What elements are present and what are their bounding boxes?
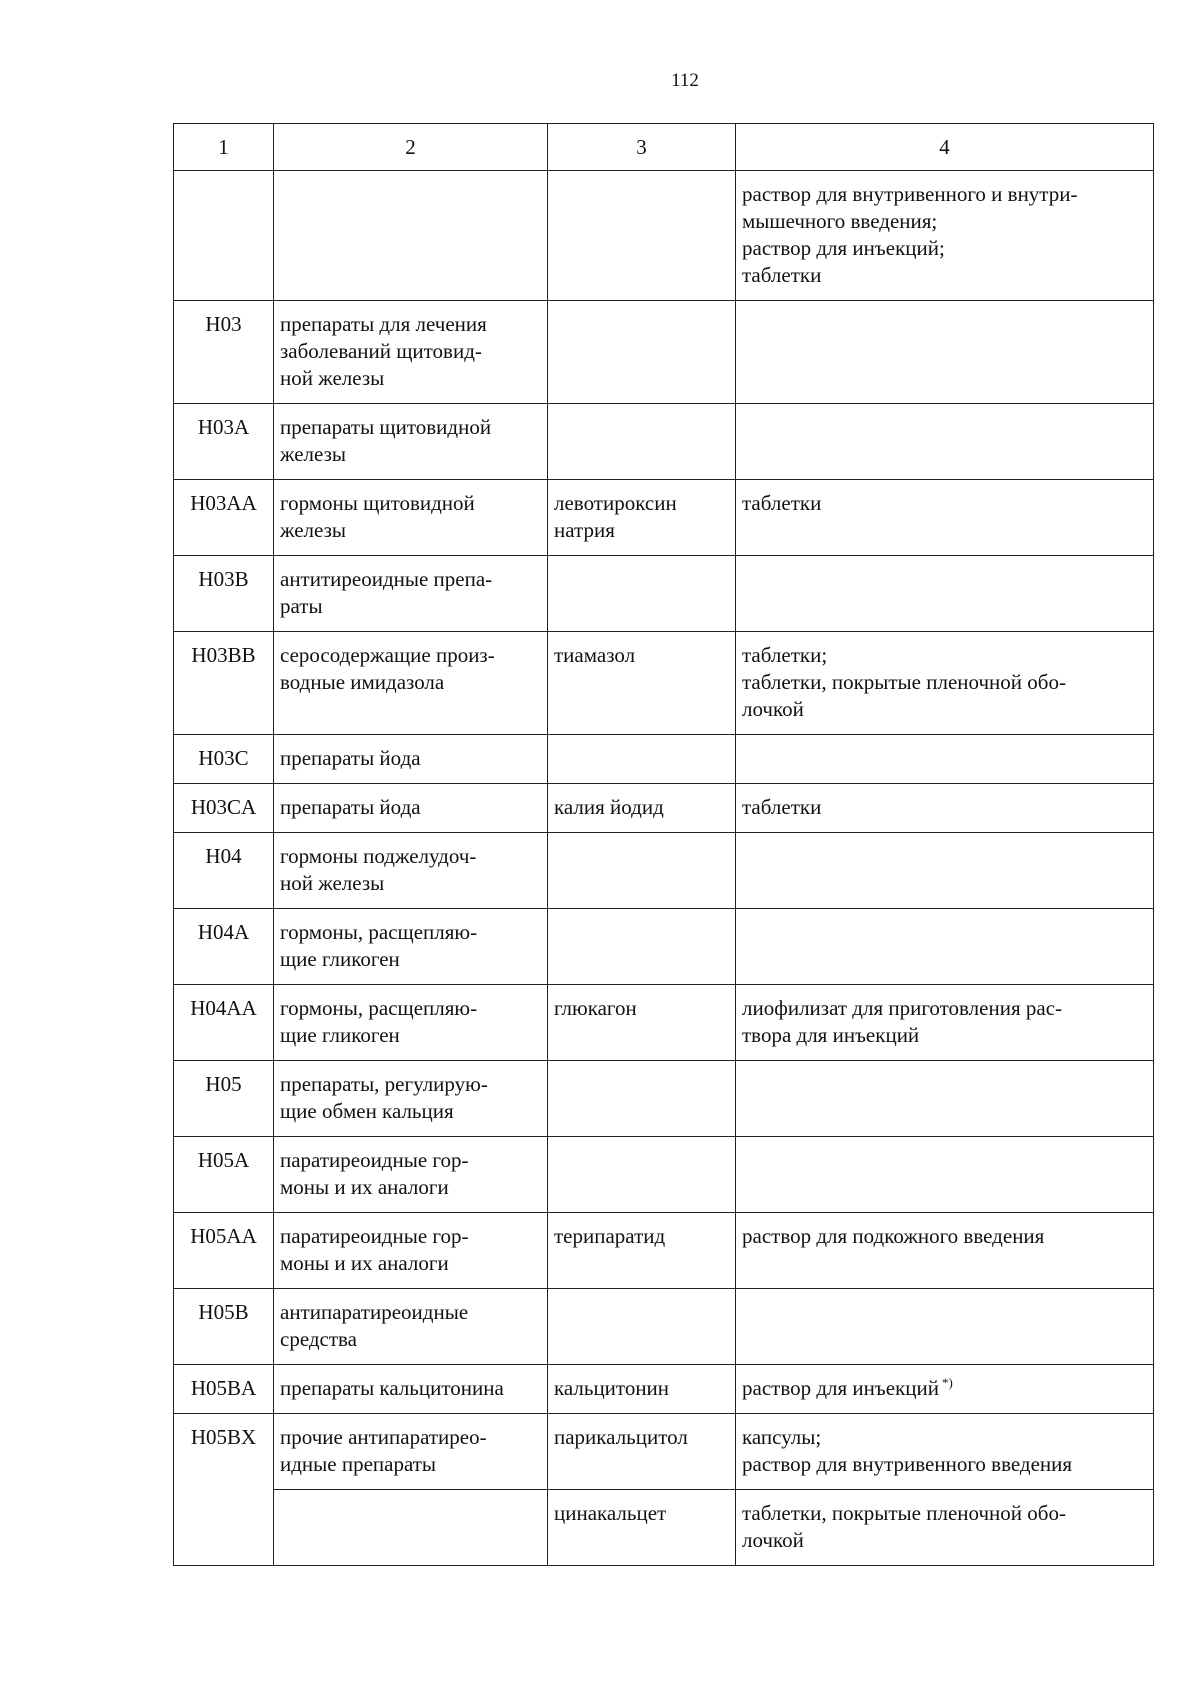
group-name-cell: препараты йода [274, 784, 548, 833]
drug-name-cell [548, 171, 736, 301]
dosage-form-cell: раствор для подкожного введения [736, 1213, 1154, 1289]
atc-code-cell: H03B [174, 556, 274, 632]
atc-code-cell: H03 [174, 301, 274, 404]
drug-name-cell: парикальцитол [548, 1414, 736, 1490]
drug-name-cell [548, 909, 736, 985]
table-row [174, 735, 1154, 784]
table-row [174, 1289, 1154, 1365]
drug-name-cell: левотироксин натрия [548, 480, 736, 556]
dosage-form-cell [736, 735, 1154, 784]
dosage-form-cell [736, 1137, 1154, 1213]
atc-code-cell: H03AA [174, 480, 274, 556]
header-cell-4: 4 [736, 124, 1154, 171]
page-number: 112 [671, 70, 699, 91]
group-name-cell: гормоны поджелудоч- ной железы [274, 833, 548, 909]
dosage-form-cell: таблетки [736, 784, 1154, 833]
group-name-cell: препараты щитовидной железы [274, 404, 548, 480]
dosage-form-cell [736, 833, 1154, 909]
table-row [174, 632, 1154, 735]
dosage-form-cell: таблетки [736, 480, 1154, 556]
dosage-form-cell [736, 1061, 1154, 1137]
group-name-cell: серосодержащие произ- водные имидазола [274, 632, 548, 735]
group-name-cell: препараты, регулирую- щие обмен кальция [274, 1061, 548, 1137]
drug-name-cell: глюкагон [548, 985, 736, 1061]
group-name-cell: препараты кальцитонина [274, 1365, 548, 1414]
atc-code-cell: H05B [174, 1289, 274, 1365]
dosage-form-cell: таблетки; таблетки, покрытые пленочной обо- лочкой [736, 632, 1154, 735]
drug-name-cell: цинакальцет [548, 1490, 736, 1566]
atc-code-cell [174, 171, 274, 301]
atc-code-cell: H03BB [174, 632, 274, 735]
atc-code-cell: H04AA [174, 985, 274, 1061]
group-name-cell: гормоны щитовидной железы [274, 480, 548, 556]
drug-name-cell: тиамазол [548, 632, 736, 735]
drug-name-cell [548, 833, 736, 909]
table-row [174, 1365, 1154, 1414]
dosage-form-cell: таблетки, покрытые пленочной обо- лочкой [736, 1490, 1154, 1566]
atc-code-cell: H05A [174, 1137, 274, 1213]
table-row [174, 784, 1154, 833]
header-cell-3: 3 [548, 124, 736, 171]
group-name-cell [274, 171, 548, 301]
table-row [174, 171, 1154, 301]
drug-name-cell: кальцитонин [548, 1365, 736, 1414]
drug-name-cell [548, 301, 736, 404]
atc-code-cell: H05BA [174, 1365, 274, 1414]
dosage-form-cell: лиофилизат для приготовления рас- твора для инъекций [736, 985, 1154, 1061]
group-name-cell: паратиреоидные гор- моны и их аналоги [274, 1213, 548, 1289]
group-name-cell [274, 1490, 548, 1566]
table-row [174, 556, 1154, 632]
atc-code-cell: H05AA [174, 1213, 274, 1289]
dosage-form-cell [736, 1289, 1154, 1365]
dosage-form-text: раствор для инъекций [742, 1376, 939, 1400]
group-name-cell: прочие антипаратирео- идные препараты [274, 1414, 548, 1490]
group-name-cell: гормоны, расщепляю- щие гликоген [274, 909, 548, 985]
drug-name-cell: калия йодид [548, 784, 736, 833]
drug-name-cell [548, 735, 736, 784]
group-name-cell: паратиреоидные гор- моны и их аналоги [274, 1137, 548, 1213]
group-name-cell: препараты йода [274, 735, 548, 784]
dosage-form-cell: раствор для внутривенного и внутри- мышечного введения; раствор для инъекций; таблетки [736, 171, 1154, 301]
header-cell-2: 2 [274, 124, 548, 171]
table-row [174, 1414, 1154, 1490]
dosage-form-cell [736, 404, 1154, 480]
dosage-form-cell [736, 301, 1154, 404]
drug-name-cell [548, 404, 736, 480]
table-row [174, 1061, 1154, 1137]
table-row [174, 404, 1154, 480]
table-header-row [174, 124, 1154, 171]
atc-code-cell: H04 [174, 833, 274, 909]
dosage-form-cell [736, 1365, 1154, 1414]
footnote-marker: *) [942, 1375, 953, 1390]
dosage-form-cell: капсулы; раствор для внутривенного введения [736, 1414, 1154, 1490]
group-name-cell: антитиреоидные препа- раты [274, 556, 548, 632]
table-row [174, 1213, 1154, 1289]
table-row [174, 1137, 1154, 1213]
drug-name-cell [548, 1137, 736, 1213]
atc-code-cell: H03A [174, 404, 274, 480]
drug-name-cell [548, 556, 736, 632]
table-row [174, 1490, 1154, 1566]
table-row [174, 301, 1154, 404]
atc-code-cell: H03CA [174, 784, 274, 833]
atc-code-cell: H05 [174, 1061, 274, 1137]
drug-classification-table [173, 123, 1154, 1566]
group-name-cell: гормоны, расщепляю- щие гликоген [274, 985, 548, 1061]
group-name-cell: препараты для лечения заболеваний щитовид- ной железы [274, 301, 548, 404]
table-row [174, 909, 1154, 985]
header-cell-1: 1 [174, 124, 274, 171]
drug-name-cell [548, 1061, 736, 1137]
group-name-cell: антипаратиреоидные средства [274, 1289, 548, 1365]
table-row [174, 833, 1154, 909]
table-row [174, 480, 1154, 556]
drug-name-cell: терипаратид [548, 1213, 736, 1289]
atc-code-cell: H03C [174, 735, 274, 784]
atc-code-cell: H05BX [174, 1414, 274, 1566]
table-row [174, 985, 1154, 1061]
atc-code-cell: H04A [174, 909, 274, 985]
dosage-form-cell [736, 909, 1154, 985]
dosage-form-cell [736, 556, 1154, 632]
drug-name-cell [548, 1289, 736, 1365]
